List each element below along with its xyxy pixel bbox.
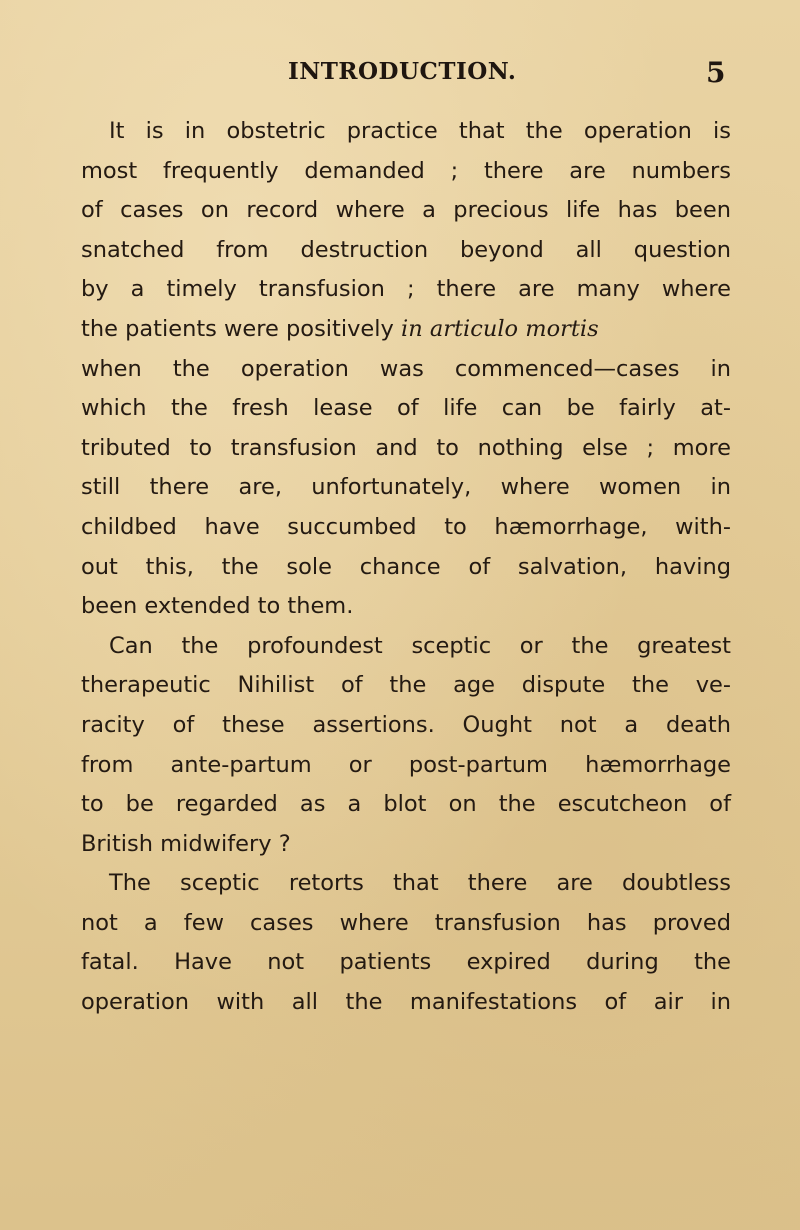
text-line: fatal. Have not patients expired during the	[81, 949, 731, 976]
text-line: to be regarded as a blot on the escutcheon of	[81, 791, 731, 818]
body-text	[81, 112, 731, 1023]
page-header	[0, 52, 800, 96]
text-line: most frequently demanded ; there are numbers	[81, 157, 731, 184]
text-line: when the operation was commenced—cases in	[81, 355, 731, 382]
text-line: Can the profoundest sceptic or the greatest	[109, 632, 731, 659]
text-line: of cases on record where a precious life has been	[81, 197, 731, 224]
text-line: childbed have succumbed to hæmorrhage, with-	[81, 513, 731, 540]
text-line: tributed to transfusion and to nothing else ; more	[81, 434, 731, 461]
text-line: which the fresh lease of life can be fairly at-	[81, 395, 731, 422]
text-line: out this, the sole chance of salvation, having	[81, 553, 731, 580]
text-line: snatched from destruction beyond all question	[81, 236, 731, 263]
text-line: It is in obstetric practice that the operation is	[109, 118, 731, 144]
page-number: 5	[706, 56, 726, 89]
italic-phrase: in articulo mortis	[401, 315, 599, 342]
text-line: by a timely transfusion ; there are many where	[81, 276, 731, 303]
text-line	[81, 310, 731, 350]
text-line: still there are, unfortunately, where women in	[81, 474, 731, 501]
text-line: racity of these assertions. Ought not a death	[81, 711, 731, 738]
text-line: from ante-partum or post-partum hæmorrhage	[81, 751, 731, 778]
text-line: therapeutic Nihilist of the age dispute the ve-	[81, 672, 731, 699]
text-line: not a few cases where transfusion has proved	[81, 909, 731, 936]
text-line: been extended to them.	[81, 593, 354, 620]
running-head: INTRODUCTION.	[288, 58, 517, 85]
text-line: operation with all the manifestations of air in	[81, 989, 731, 1016]
text-line: The sceptic retorts that there are doubtless	[109, 870, 731, 897]
text-run: the patients were positively	[81, 315, 401, 342]
text-line: British midwifery ?	[81, 830, 291, 857]
